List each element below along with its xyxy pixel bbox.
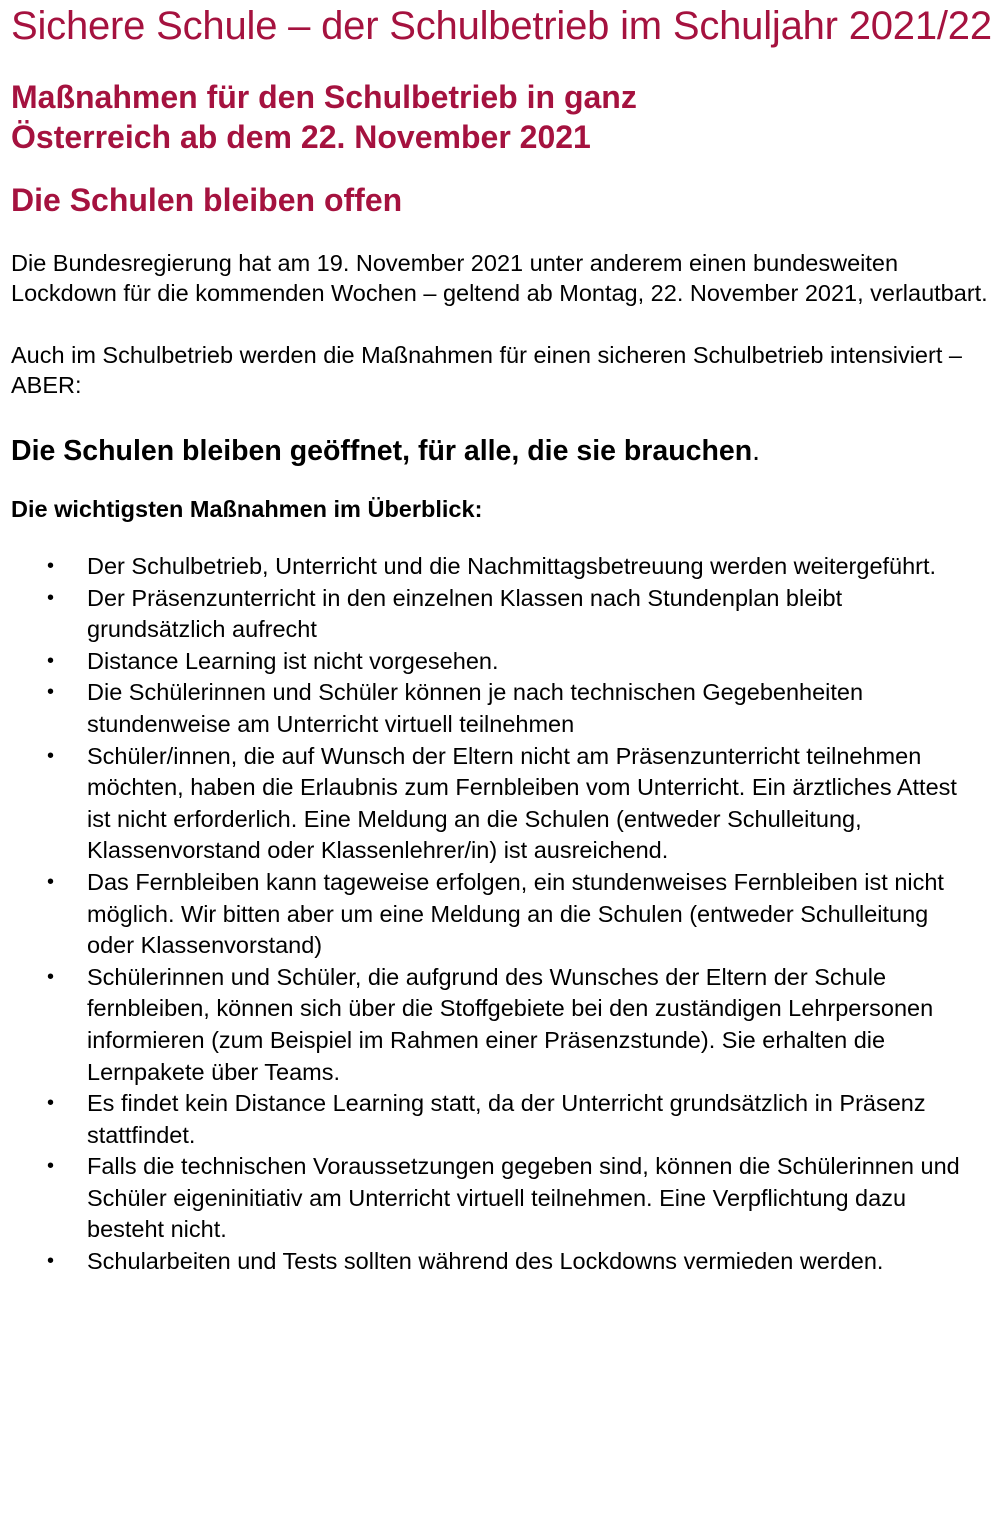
bullet-icon: •	[47, 965, 55, 988]
intro-paragraph: Die Bundesregierung hat am 19. November 2021 unter anderem einen bundesweiten Lockdown für die kommenden Wochen – geltend ab Montag, 22. November 2021, verlautbart.	[11, 250, 988, 306]
list-item	[11, 646, 996, 678]
subtitle-line-2: Österreich ab dem 22. November 2021	[11, 119, 591, 155]
document-page	[11, 0, 996, 1278]
measures-paragraph: Auch im Schulbetrieb werden die Maßnahmen für einen sicheren Schulbetrieb intensiviert – ABER:	[11, 342, 962, 398]
list-item	[11, 1151, 996, 1246]
emphasis-text: Die Schulen bleiben geöffnet, für alle, die sie brauchen	[11, 435, 753, 467]
list-item-text: Die Schülerinnen und Schüler können je nach technischen Gegebenheiten stundenweise am Unterricht virtuell teilnehmen	[87, 679, 864, 737]
list-item	[11, 1088, 996, 1151]
bullet-icon: •	[47, 744, 55, 767]
list-item-text: Der Schulbetrieb, Unterricht und die Nachmittagsbetreuung werden weitergeführt.	[87, 553, 937, 579]
list-item	[11, 551, 996, 583]
list-item	[11, 583, 996, 646]
list-item	[11, 1246, 996, 1278]
list-item	[11, 962, 996, 1088]
list-item-text: Schularbeiten und Tests sollten während des Lockdowns vermieden werden.	[87, 1248, 884, 1275]
emphasis-period: .	[752, 435, 761, 467]
list-item	[11, 867, 996, 962]
list-item-text: Falls die technischen Voraussetzungen gegeben sind, können die Schülerinnen und Schüler eigeninitiativ am Unterricht virtuell teilnehmen. Eine Verpflichtung dazu besteht nicht.	[87, 1153, 960, 1243]
document-subtitle	[11, 77, 996, 157]
section-heading: Die Schulen bleiben offen	[11, 182, 403, 218]
list-item-text: Distance Learning ist nicht vorgesehen.	[87, 647, 499, 674]
bullet-icon: •	[47, 870, 55, 893]
list-item-text: Es findet kein Distance Learning statt, da der Unterricht grundsätzlich in Präsenz stattfindet.	[87, 1090, 926, 1148]
bullet-icon: •	[47, 1155, 55, 1178]
subtitle-line-1: Maßnahmen für den Schulbetrieb in ganz	[11, 79, 637, 115]
emphasis-statement	[11, 433, 996, 469]
list-item-text: Schüler/innen, die auf Wunsch der Eltern nicht am Präsenzunterricht teilnehmen möchten, haben die Erlaubnis zum Fernbleiben vom Unterricht. Ein ärztliches Attest ist nicht erforderlich. Eine Meldung an die Schulen (entweder Schulleitung, Klassenvorstand oder Klassenlehrer/in) ist ausreichend.	[87, 742, 957, 864]
bullet-icon: •	[47, 555, 55, 577]
document-title: Sichere Schule – der Schulbetrieb im Schuljahr 2021/22	[11, 4, 992, 48]
list-item	[11, 741, 996, 867]
measures-list	[11, 551, 996, 1278]
bullet-icon: •	[47, 586, 55, 609]
list-item-text: Das Fernbleiben kann tageweise erfolgen, ein stundenweises Fernbleiben ist nicht möglich. Wir bitten aber um eine Meldung an die Schulen (entweder Schulleitung oder Klassenvorstand)	[87, 868, 944, 959]
bullet-icon: •	[47, 1250, 55, 1273]
bullet-icon: •	[47, 681, 55, 704]
list-item-text: Der Präsenzunterricht in den einzelnen Klassen nach Stundenplan bleibt grundsätzlich aufrecht	[87, 584, 843, 643]
list-item	[11, 677, 996, 740]
list-item-text: Schülerinnen und Schüler, die aufgrund des Wunsches der Eltern der Schule fernbleiben, können sich über die Stoffgebiete bei den zuständigen Lehrpersonen informieren (zum Beispiel im Rahmen einer Präsenzstunde). Sie erhalten die Lernpakete über Teams.	[87, 963, 934, 1085]
bullet-icon: •	[47, 1092, 55, 1115]
overview-heading: Die wichtigsten Maßnahmen im Überblick:	[11, 496, 483, 522]
bullet-icon: •	[47, 649, 55, 672]
